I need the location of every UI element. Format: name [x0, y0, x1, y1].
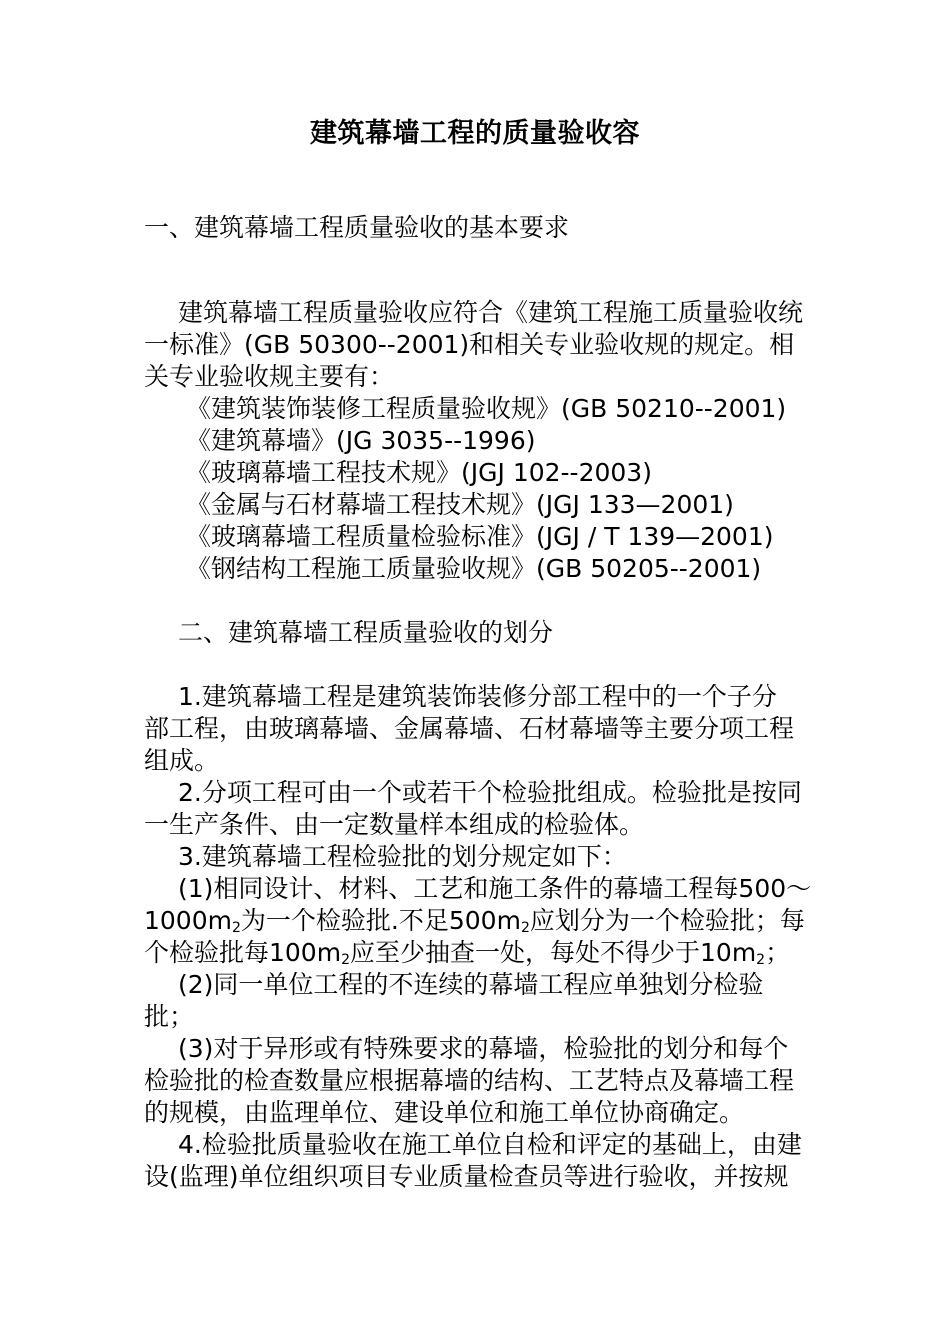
intro-line-1: 建筑幕墙工程质量验收应符合《建筑工程施工质量验收统 — [178, 298, 804, 327]
section-2-heading: 二、建筑幕墙工程质量验收的划分 — [178, 618, 554, 647]
standard-item: 《玻璃幕墙工程技术规》(JGJ 102--2003) — [186, 458, 652, 487]
item-1-line-3: 组成。 — [144, 746, 220, 775]
intro-line-3: 关专业验收规主要有： — [144, 362, 395, 391]
standard-item: 《玻璃幕墙工程质量检验标准》(JGJ / T 139—2001) — [186, 522, 774, 551]
sub-1-line-1: (1)相同设计、材料、工艺和施工条件的幕墙工程每500～ — [178, 874, 812, 903]
standard-item: 《建筑幕墙》(JG 3035--1996) — [186, 426, 536, 455]
sub-3-line-1: (3)对于异形或有特殊要求的幕墙，检验批的划分和每个 — [178, 1034, 789, 1063]
sub-3-line-2: 检验批的检查数量应根据幕墙的结构、工艺特点及幕墙工程 — [144, 1066, 795, 1095]
text-run: 为一个检验批.不足500m — [240, 906, 521, 935]
item-4-line-2: 设(监理)单位组织项目专业质量检查员等进行验收，并按规 — [144, 1162, 789, 1191]
subscript: 2 — [341, 952, 350, 968]
subscript: 2 — [231, 920, 241, 936]
item-1-line-2: 部工程，由玻璃幕墙、金属幕墙、石材幕墙等主要分项工程 — [144, 714, 795, 743]
item-2-line-2: 一生产条件、由一定数量样本组成的检验体。 — [144, 810, 645, 839]
text-run: 1000m — [144, 906, 232, 935]
item-3-line: 3.建筑幕墙工程检验批的划分规定如下： — [178, 842, 627, 871]
subscript: 2 — [520, 920, 530, 936]
document-title: 建筑幕墙工程的质量验收容 — [310, 118, 640, 149]
item-1-line-1: 1.建筑幕墙工程是建筑装饰装修分部工程中的一个子分 — [178, 682, 777, 711]
standard-item: 《建筑装饰装修工程质量验收规》(GB 50210--2001) — [186, 394, 787, 423]
text-run: 个检验批每100m — [144, 938, 342, 967]
text-run: 应至少抽查一处，每处不得少于10m — [350, 938, 757, 967]
text-run: 应划分为一个检验批；每 — [529, 906, 805, 935]
standard-item: 《金属与石材幕墙工程技术规》(JGJ 133—2001) — [186, 490, 734, 519]
section-1-heading: 一、建筑幕墙工程质量验收的基本要求 — [144, 213, 570, 242]
subscript: 2 — [756, 952, 766, 968]
standard-item: 《钢结构工程施工质量验收规》(GB 50205--2001) — [186, 554, 762, 583]
sub-2-line-2: 批； — [144, 1002, 195, 1031]
intro-line-2: 一标准》(GB 50300--2001)和相关专业验收规的规定。相 — [144, 330, 795, 359]
text-run: ； — [765, 938, 791, 967]
sub-3-line-3: 的规模，由监理单位、建设单位和施工单位协商确定。 — [144, 1098, 745, 1127]
item-4-line-1: 4.检验批质量验收在施工单位自检和评定的基础上，由建 — [178, 1130, 802, 1159]
item-2-line-1: 2.分项工程可由一个或若干个检验批组成。检验批是按同 — [178, 778, 802, 807]
sub-2-line-1: (2)同一单位工程的不连续的幕墙工程应单独划分检验 — [178, 970, 764, 999]
